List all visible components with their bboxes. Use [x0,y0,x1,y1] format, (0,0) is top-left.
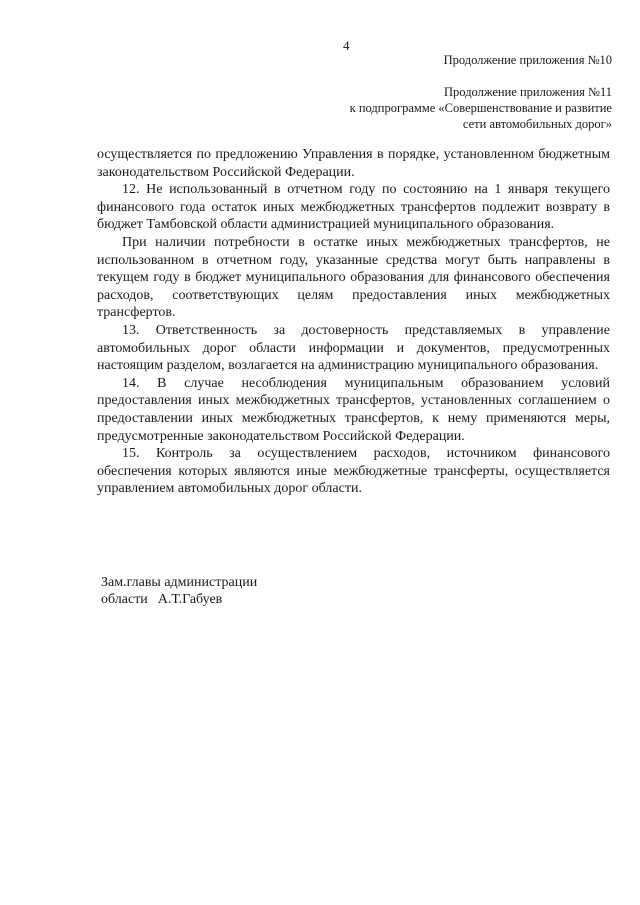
paragraph-continuation: осуществляется по предложению Управления в порядке, установленном бюджетным законодательством Российской Федерации. [97,147,610,180]
signature-line [101,591,257,608]
paragraph-12-continued: При наличии потребности в остатке иных межбюджетных трансфертов, не использованном в отчетном году, указанные средства могут быть направлены в текущем году в бюджет муниципального образования для финансового обеспечения расходов, соответствующих целям предоставления иных межбюджетных трансфертов. [97,234,610,321]
paragraph-12: 12. Не использованный в отчетном году по состоянию на 1 января текущего финансового года остаток иных межбюджетных трансфертов подлежит возврату в бюджет Тамбовской области администрацией муниципального образования. [97,182,610,233]
appendix-10-label: Продолжение приложения №10 [443,53,612,67]
appendix-header [350,52,612,132]
document-body [97,146,610,498]
paragraph-15: 15. Контроль за осуществлением расходов, источником финансового обеспечения которых являются иные межбюджетные трансферты, осуществляется управлением автомобильных дорог области. [97,446,610,497]
subprogram-line-2: сети автомобильных дорог» [462,117,612,131]
signature-title: Зам.главы администрации [101,575,258,590]
paragraph-14: 14. В случае несоблюдения муниципальным образованием условий предоставления иных межбюджетных трансфертов, установленных соглашением о предоставлении иных межбюджетных трансфертов, к нему применяются меры, предусмотренные законодательством Российской Федерации. [97,375,610,444]
subprogram-line-1: к подпрограмме «Совершенствование и развитие [349,101,612,115]
paragraph-13: 13. Ответственность за достоверность представляемых в управление автомобильных дорог области информации и документов, предусмотренных настоящим разделом, возлагается на администрацию муниципального образования. [97,322,610,374]
signature-region: области [101,592,148,607]
appendix-11-label: Продолжение приложения №11 [444,85,612,99]
page-number: 4 [343,38,350,53]
signature-block [101,574,257,608]
signature-name: А.Т.Габуев [157,592,223,607]
